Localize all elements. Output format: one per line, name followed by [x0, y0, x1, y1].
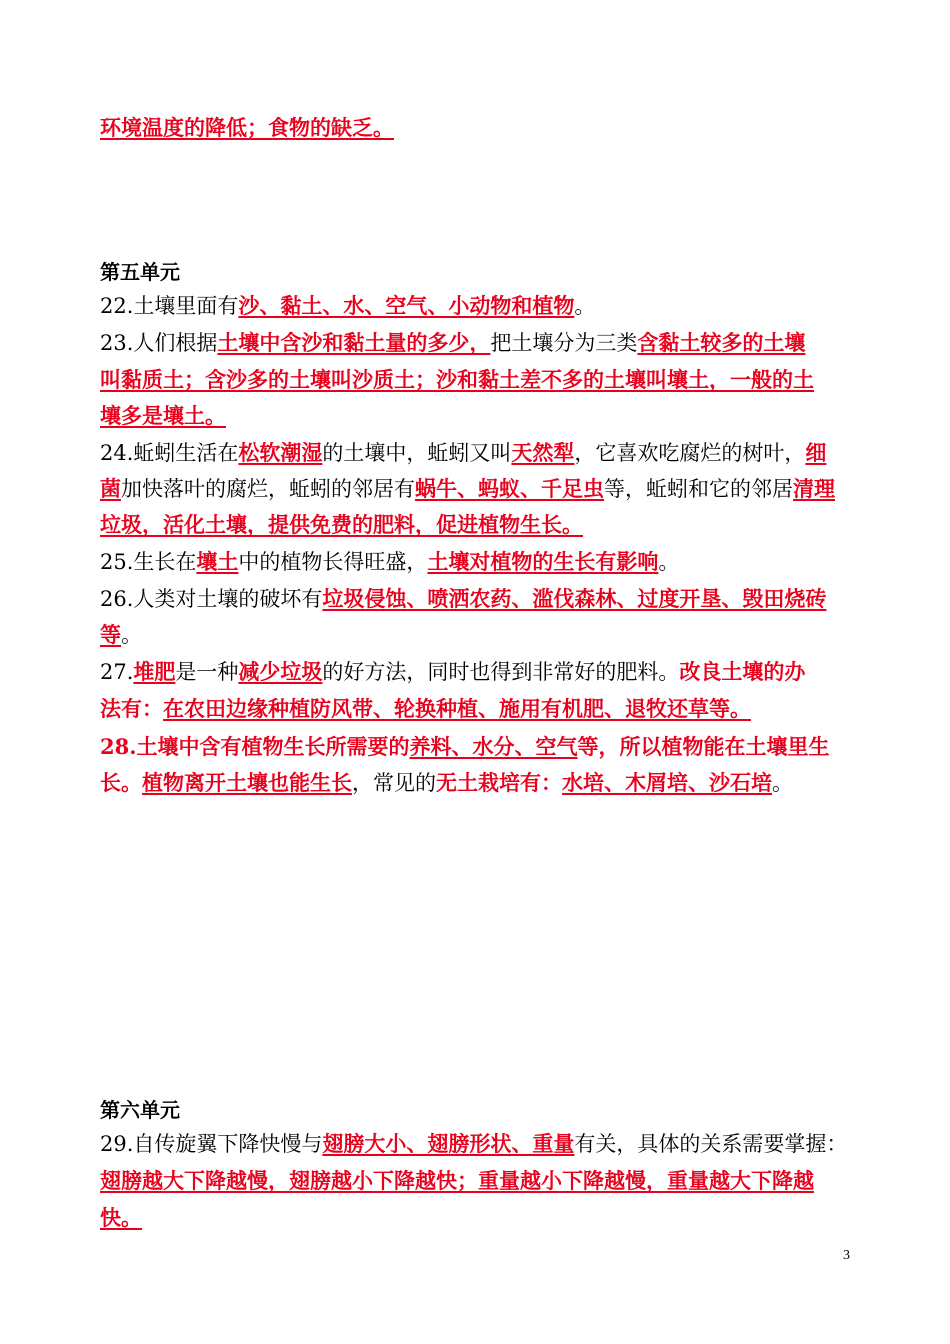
answer-text: 堆肥: [133, 659, 176, 684]
question-text: 22.土壤里面有: [100, 294, 239, 318]
question-text: 有关，具体的关系需要掌握：: [574, 1132, 848, 1156]
answer-text: 壤土: [196, 549, 239, 574]
q25: [100, 548, 679, 576]
question-text: 28.: [100, 734, 137, 759]
answer-text: 翅膀大小、翅膀形状、重量: [322, 1131, 575, 1156]
top-line: [100, 114, 394, 142]
question-text: 。: [121, 623, 142, 647]
answer-text: 快。: [100, 1205, 142, 1230]
answer-text: 垃圾，活化土壤，提供免费的肥料，促进植物生长。: [100, 512, 583, 537]
q27-line1: [100, 658, 805, 686]
q23-line2: [100, 366, 814, 394]
q29-line1: [100, 1130, 847, 1158]
question-text: 25.生长在: [100, 550, 197, 574]
answer-text: 含黏土较多的土壤: [637, 330, 806, 355]
answer-text: 水培、木屑培、沙石培: [562, 770, 772, 795]
answer-text: 改良土壤的办: [679, 659, 806, 684]
answer-text: 土壤中含有植物生长所需要的: [136, 734, 410, 759]
q22: [100, 292, 595, 320]
question-text: 29.自传旋翼下降快慢与: [100, 1132, 323, 1156]
q28-line1: [100, 733, 830, 761]
q27-line2: [100, 695, 751, 723]
q29-line3: [100, 1204, 142, 1232]
answer-text: 沙、黏土、水、空气、小动物和植物: [238, 293, 575, 318]
answer-text: 翅膀越大下降越慢，翅膀越小下降越快；重量越小下降越慢，重量越大下降越: [100, 1168, 814, 1193]
q28-line2: [100, 769, 793, 797]
answer-text: 植物离开土壤也能生长: [142, 770, 352, 795]
unit5-title: 第五单元: [100, 260, 180, 284]
question-text: ，它喜欢吃腐烂的树叶，: [574, 441, 806, 465]
question-text: 是一种: [175, 660, 239, 684]
answer-text: 垃圾侵蚀、喷洒农药、滥伐森林、过度开垦、毁田烧砖: [322, 586, 827, 611]
question-text: 的土壤中，蚯蚓又叫: [322, 441, 512, 465]
answer-text: 在农田边缘种植防风带、轮换种植、施用有机肥、退牧还草等。: [163, 696, 751, 721]
question-text: 24.蚯蚓生活在: [100, 441, 239, 465]
page-number: 3: [843, 1248, 850, 1263]
answer-text: 等，所以植物能在土壤里生: [577, 734, 830, 759]
answer-text: 养料、水分、空气: [409, 734, 578, 759]
q24-line3: [100, 511, 583, 539]
question-text: 把土壤分为三类: [490, 331, 638, 355]
answer-text: 减少垃圾: [238, 659, 323, 684]
answer-text: 菌: [100, 476, 121, 501]
question-text: 等，蚯蚓和它的邻居: [604, 477, 793, 501]
q24-line1: [100, 439, 826, 467]
question-text: ，常见的: [352, 771, 436, 795]
answer-text: 土壤中含沙和黏土量的多少，: [217, 330, 491, 355]
q23-line3: [100, 402, 226, 430]
answer-text: 长。: [100, 770, 142, 795]
answer-text: 清理: [793, 476, 835, 501]
q24-line2: [100, 475, 835, 503]
question-text: 。: [772, 771, 793, 795]
answer-text: 细: [805, 440, 827, 465]
question-text: 加快落叶的腐烂，蚯蚓的邻居有: [121, 477, 415, 501]
answer-text: 土壤对植物的生长有影响: [427, 549, 659, 574]
q23-line1: [100, 329, 805, 357]
q29-line2: [100, 1167, 814, 1195]
answer-text: 蜗牛、蚂蚁、千足虫: [415, 476, 604, 501]
question-text: 。: [658, 550, 680, 574]
question-text: 。: [574, 294, 596, 318]
answer-text: 天然犁: [511, 440, 575, 465]
answer-text: 环境温度的降低；食物的缺乏。: [100, 115, 394, 140]
question-text: 23.人们根据: [100, 331, 218, 355]
q26-line2: [100, 621, 142, 649]
answer-text: 无土栽培有：: [436, 770, 562, 795]
question-text: 27.: [100, 660, 134, 684]
q26-line1: [100, 585, 826, 613]
question-text: 26.人类对土壤的破坏有: [100, 587, 323, 611]
answer-text: 松软潮湿: [238, 440, 323, 465]
question-text: 中的植物长得旺盛，: [238, 550, 428, 574]
answer-text: 叫黏质土；含沙多的土壤叫沙质土；沙和黏土差不多的土壤叫壤土，一般的土: [100, 367, 814, 392]
answer-text: 法有：: [100, 696, 163, 721]
answer-text: 等: [100, 622, 121, 647]
unit6-title: 第六单元: [100, 1098, 180, 1122]
answer-text: 壤多是壤土。: [100, 403, 226, 428]
question-text: 的好方法，同时也得到非常好的肥料。: [322, 660, 680, 684]
